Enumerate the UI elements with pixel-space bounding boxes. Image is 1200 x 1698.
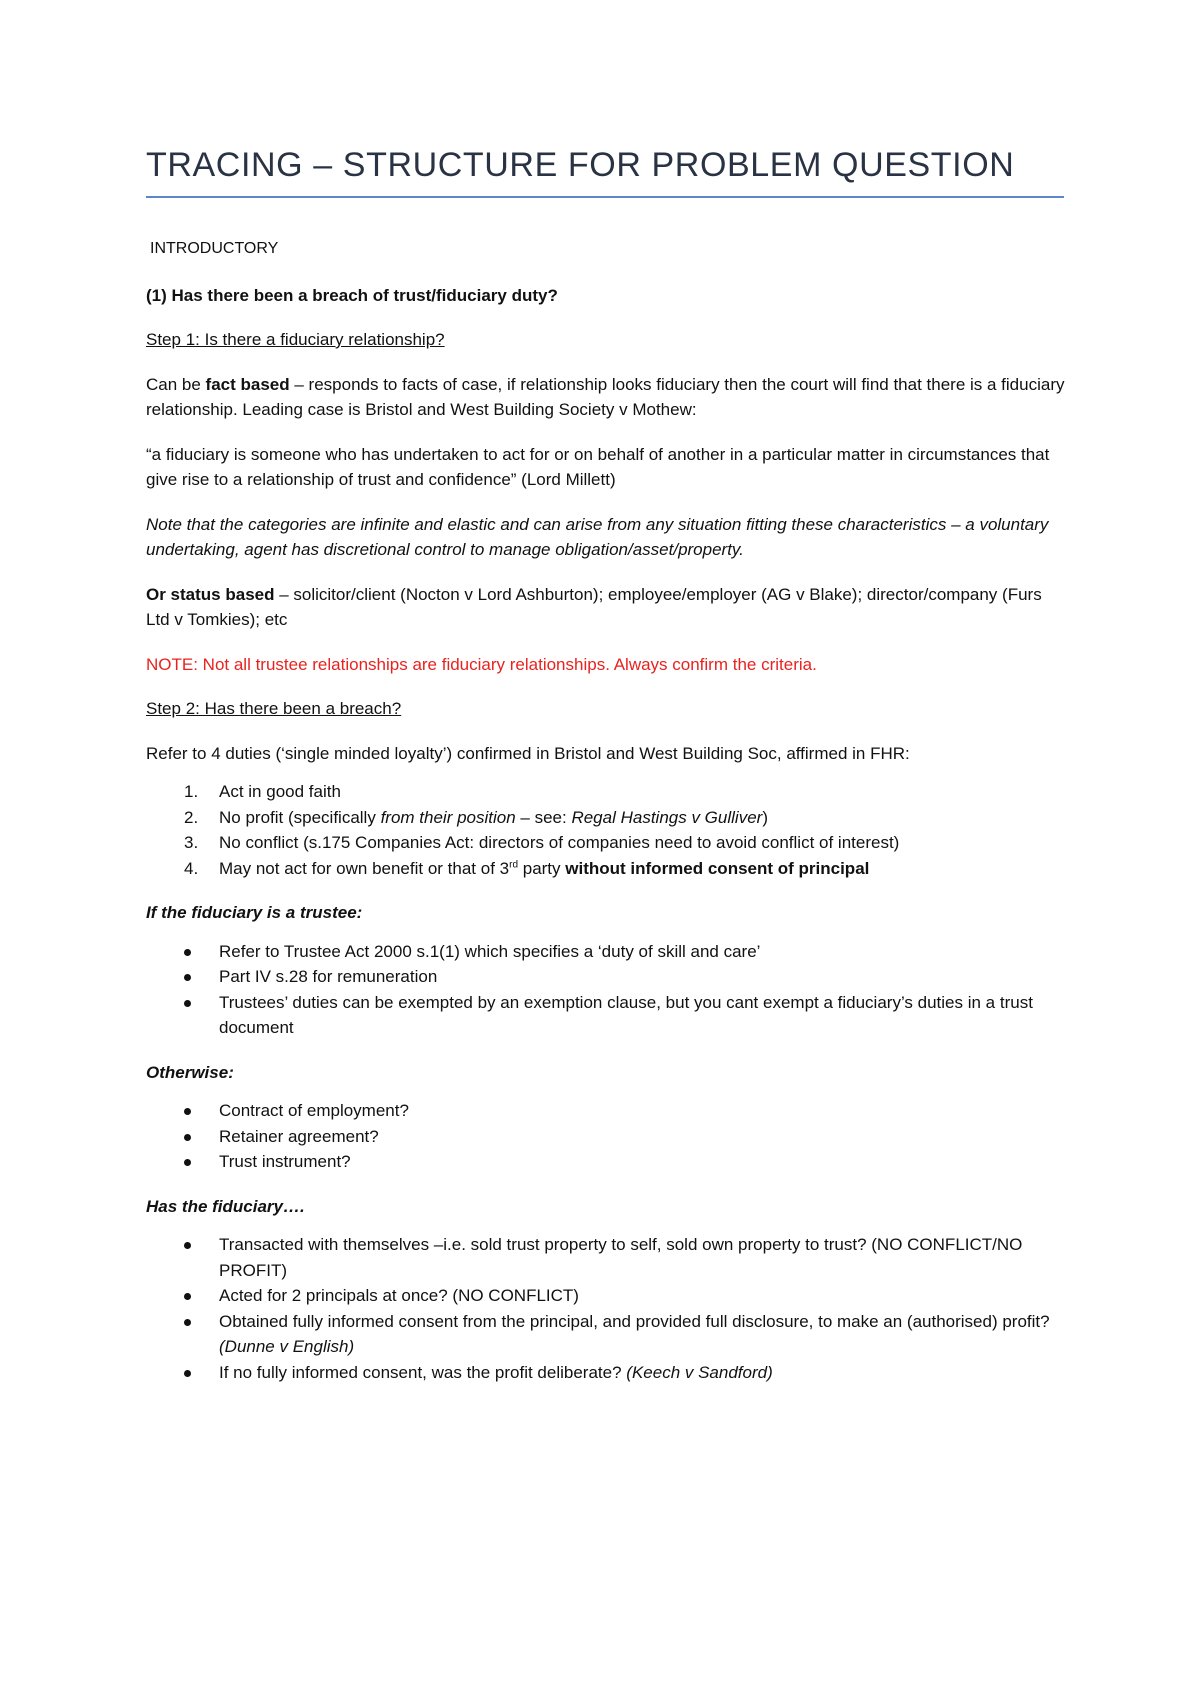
- step-2-heading: Step 2: Has there been a breach?: [146, 699, 402, 718]
- text-run: – responds to facts of case, if relationship looks fiduciary then the court will find that there is a fiduciary relationship. Leading case is Bristol and West Building Society v Mothew:: [146, 374, 1065, 419]
- text-run-bold: without informed consent of principal: [565, 858, 870, 878]
- bullet-icon: [184, 1000, 191, 1007]
- title-underline: [146, 196, 1064, 198]
- bullet-icon: [184, 1242, 191, 1249]
- text-run-bold: Or status based: [146, 584, 275, 604]
- step-1-heading: Step 1: Is there a fiduciary relationship?: [146, 330, 445, 349]
- trustee-heading: If the fiduciary is a trustee:: [146, 903, 363, 922]
- text-run: Can be: [146, 374, 206, 394]
- list-item: [146, 939, 1066, 965]
- bullet-icon: [184, 974, 191, 981]
- question-1-heading: (1) Has there been a breach of trust/fiduciary duty?: [146, 285, 558, 305]
- text-run: Contract of employment?: [219, 1101, 409, 1120]
- text-run: Trustees’ duties can be exempted by an exemption clause, but you cant exempt a fiduciary’s duties in a trust document: [219, 992, 1033, 1037]
- document-title: TRACING – STRUCTURE FOR PROBLEM QUESTION: [146, 146, 1015, 184]
- list-number: 3.: [184, 833, 199, 852]
- bullet-icon: [184, 1159, 191, 1166]
- text-run: Act in good faith: [219, 782, 341, 801]
- section-introductory: INTRODUCTORY: [150, 240, 279, 257]
- text-run-italic: (Dunne v English): [219, 1337, 355, 1356]
- list-item: [146, 1232, 1066, 1283]
- text-run: Refer to Trustee Act 2000 s.1(1) which specifies a ‘duty of skill and care’: [219, 941, 761, 961]
- bullet-icon: [184, 949, 191, 956]
- list-number: 2.: [184, 807, 199, 827]
- list-item: [146, 805, 1066, 831]
- text-run: party: [518, 858, 566, 878]
- list-item: [146, 1149, 1066, 1175]
- text-run: Part IV s.28 for remuneration: [219, 967, 438, 986]
- text-run: Retainer agreement?: [219, 1126, 379, 1146]
- text-run-italic: (Keech v Sandford): [626, 1362, 773, 1382]
- text-run: Acted for 2 principals at once? (NO CONFLICT): [219, 1286, 579, 1305]
- trustee-list: [146, 939, 1066, 1041]
- status-based-paragraph: [146, 582, 1066, 633]
- has-fiduciary-list: [146, 1232, 1066, 1385]
- otherwise-heading: Otherwise:: [146, 1062, 234, 1082]
- list-item: [146, 830, 1066, 856]
- list-item: [146, 1124, 1066, 1150]
- text-run: May not act for own benefit or that of 3: [219, 858, 510, 878]
- list-number: 1.: [184, 782, 199, 801]
- bullet-icon: [184, 1108, 191, 1115]
- list-item: [146, 856, 1066, 882]
- text-run: No profit (specifically: [219, 807, 381, 827]
- text-run: – see:: [515, 807, 572, 827]
- text-run: Obtained fully informed consent from the principal, and provided full disclosure, to make an (authorised) profit?: [219, 1311, 1050, 1331]
- text-run: ): [762, 807, 768, 827]
- list-item: [146, 1283, 1066, 1309]
- millett-quote: “a fiduciary is someone who has undertaken to act for or on behalf of another in a particular matter in circumstances that give rise to a relationship of trust and confidence” (Lord Millett): [146, 444, 1050, 489]
- text-run-italic: from their position: [380, 807, 516, 827]
- text-run: If no fully informed consent, was the profit deliberate?: [219, 1362, 627, 1382]
- fact-based-paragraph: [146, 372, 1066, 423]
- text-run: – solicitor/client (Nocton v Lord Ashburton); employee/employer (AG v Blake); director/company (Furs Ltd v Tomkies); etc: [146, 584, 1042, 629]
- list-item: [146, 779, 1066, 805]
- text-run-italic: Regal Hastings v Gulliver: [571, 807, 763, 827]
- text-run: Trust instrument?: [219, 1152, 351, 1171]
- text-run: No conflict (s.175 Companies Act: directors of companies need to avoid conflict of interest): [219, 833, 900, 852]
- list-item: [146, 990, 1066, 1041]
- superscript: rd: [509, 858, 519, 870]
- text-run: Transacted with themselves –i.e. sold trust property to self, sold own property to trust? (NO CONFLICT/NO PROFIT): [219, 1235, 1023, 1280]
- has-fiduciary-heading: Has the fiduciary….: [146, 1196, 305, 1216]
- bullet-icon: [184, 1134, 191, 1141]
- list-number: 4.: [184, 858, 199, 878]
- duties-list: [146, 779, 1066, 881]
- red-note: NOTE: Not all trustee relationships are fiduciary relationships. Always confirm the criteria.: [146, 654, 817, 674]
- text-run-bold: fact based: [205, 374, 290, 394]
- list-item: [146, 1309, 1066, 1360]
- categories-note: Note that the categories are infinite and elastic and can arise from any situation fitting these characteristics – a voluntary undertaking, agent has discretional control to manage obligation/asset/property.: [146, 514, 1049, 559]
- otherwise-list: [146, 1098, 1066, 1175]
- list-item: [146, 1098, 1066, 1124]
- list-item: [146, 1360, 1066, 1386]
- bullet-icon: [184, 1319, 191, 1326]
- four-duties-intro: Refer to 4 duties (‘single minded loyalty’) confirmed in Bristol and West Building Soc, affirmed in FHR:: [146, 743, 910, 763]
- document-body: [146, 144, 1066, 1385]
- bullet-icon: [184, 1293, 191, 1300]
- list-item: [146, 964, 1066, 990]
- bullet-icon: [184, 1370, 191, 1377]
